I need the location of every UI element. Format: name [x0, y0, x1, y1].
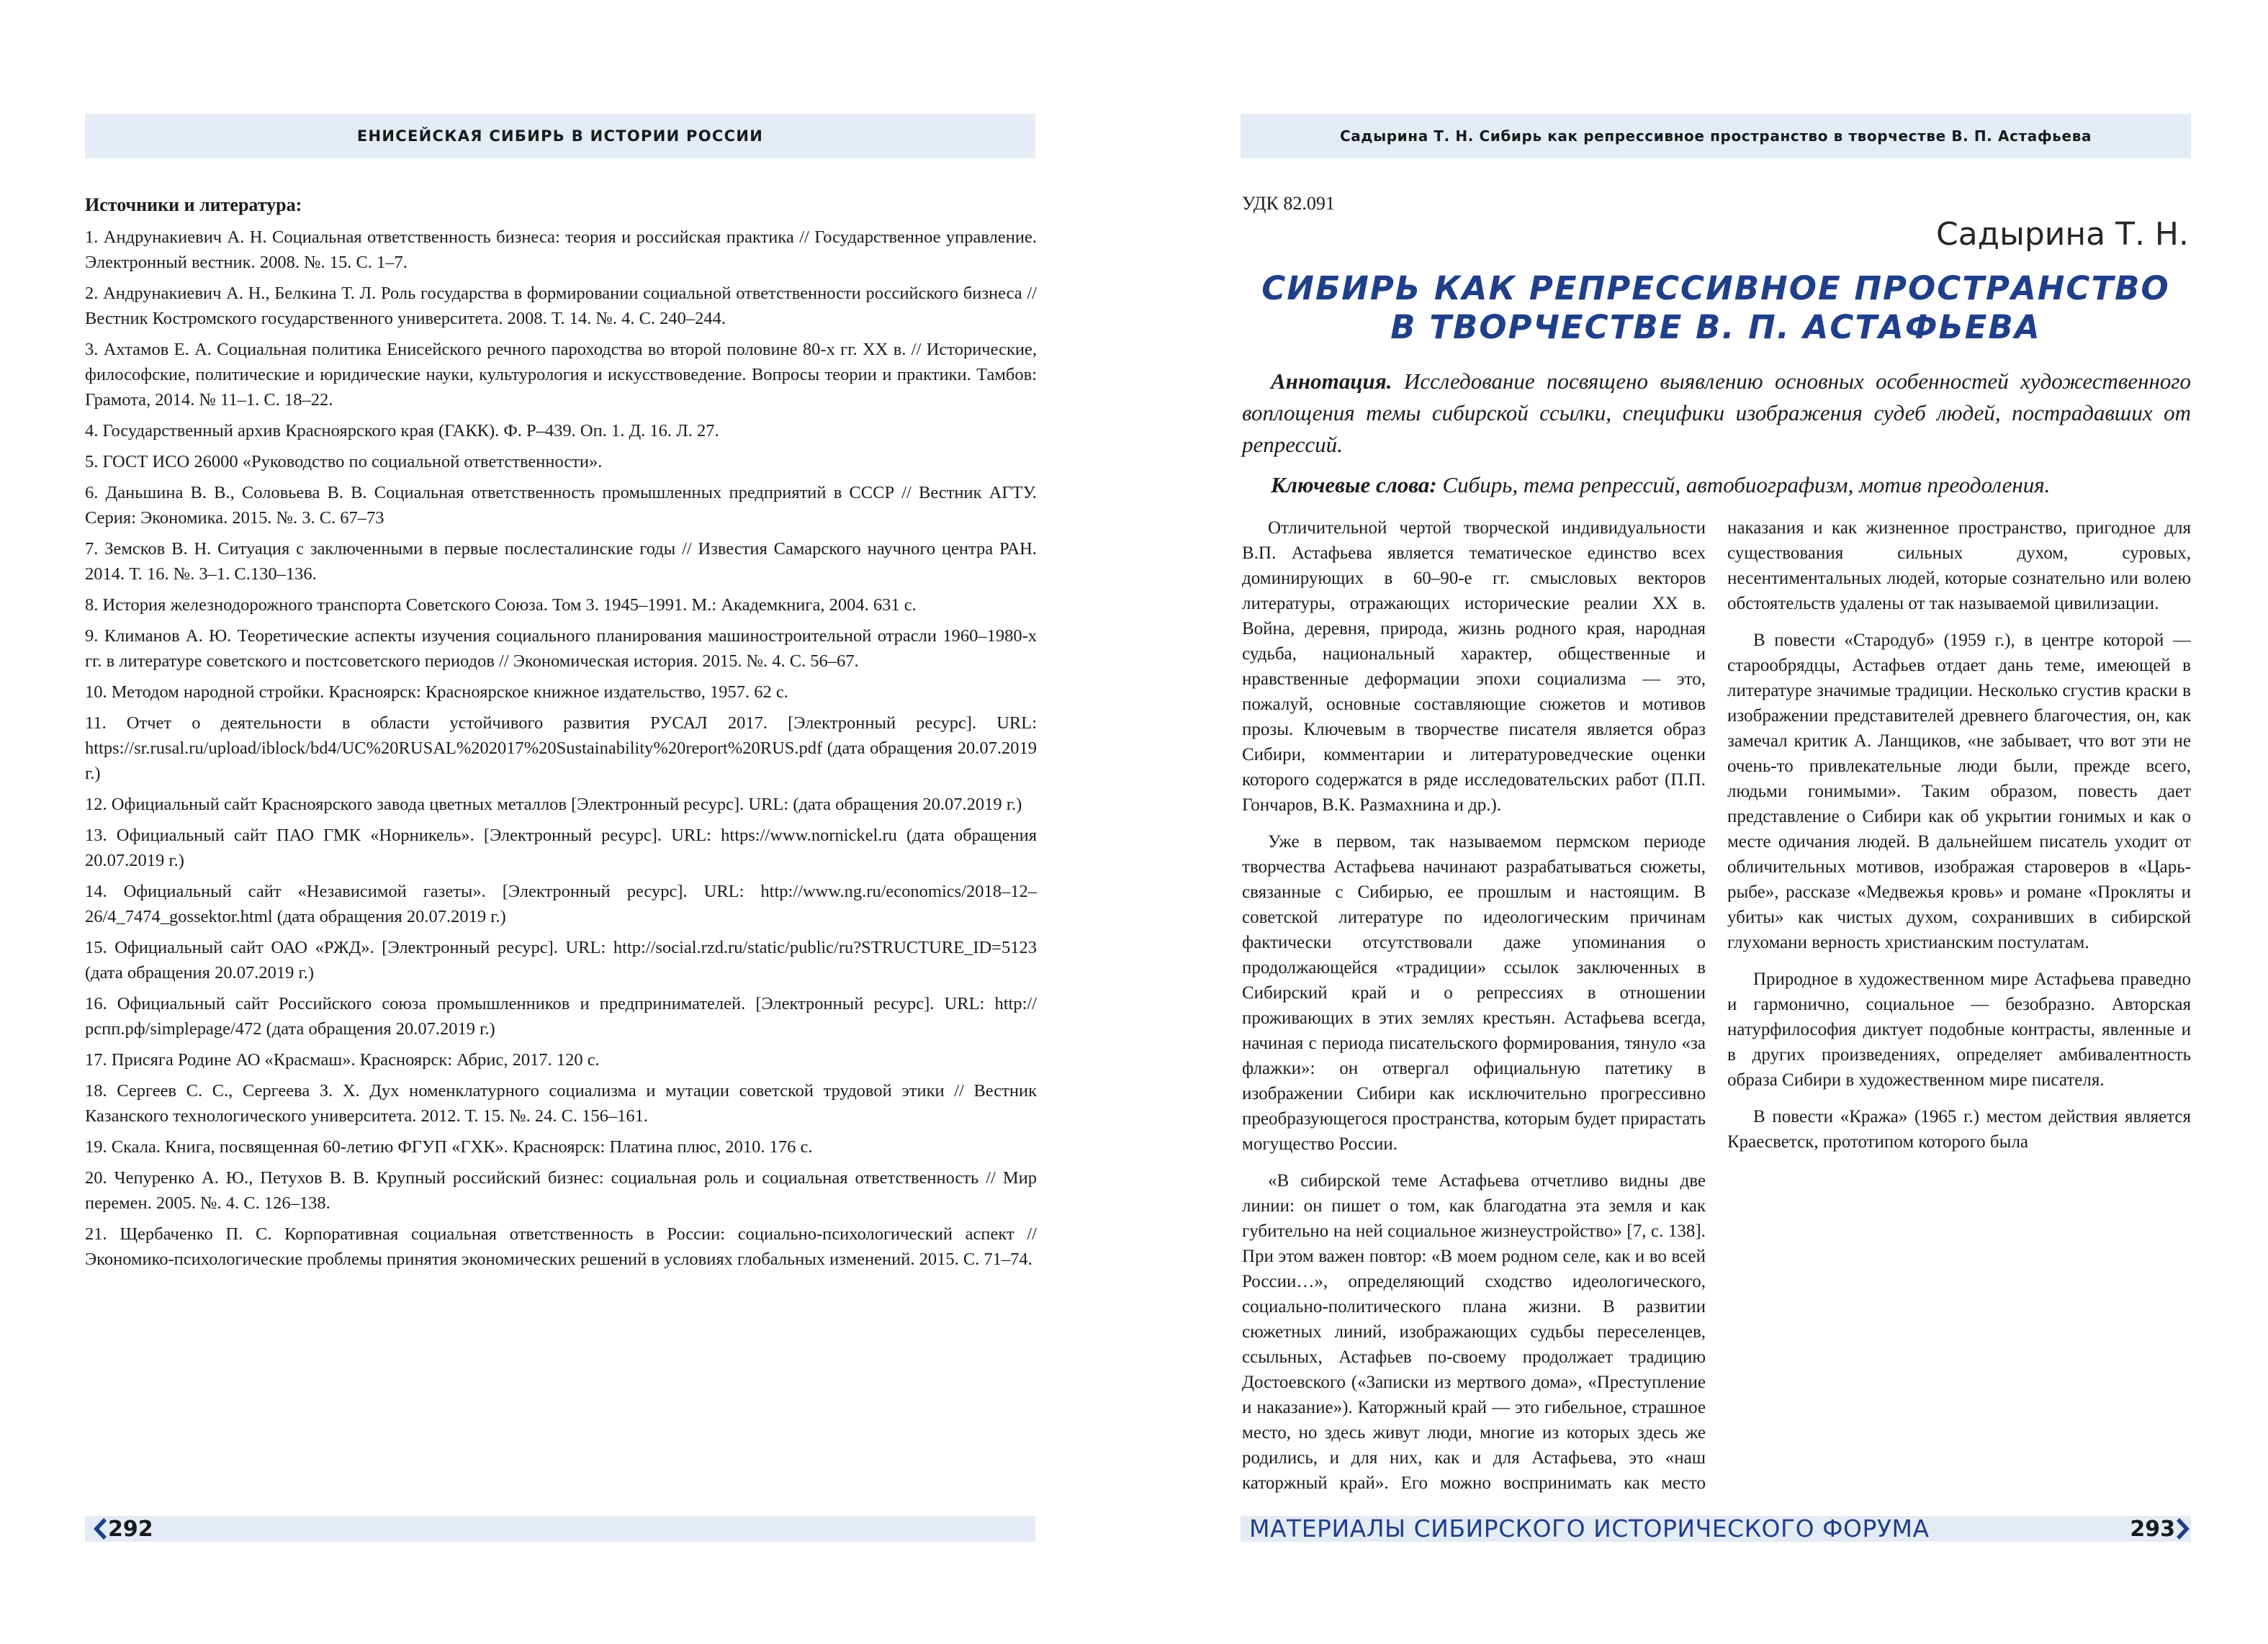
udk-code: УДК 82.091 [1242, 193, 1335, 214]
reference-item: 14. Официальный сайт «Независимой газеты». [Электронный ресурс]. URL: http://www.ng.ru/economics/2018–12–26/4_7474_gossektor.html (дата обращения 20.07.2019 г.) [85, 882, 1037, 926]
abstract-text: Исследование посвящено выявлению основных особенностей художественного воплощения темы сибирской ссылки, специфики изображения судеб людей, пострадавших от репрессий. [1242, 369, 2191, 457]
left-page-number-text: 292 [108, 1516, 153, 1542]
reference-item: 13. Официальный сайт ПАО ГМК «Норникель». [Электронный ресурс]. URL: https://www.nornickel.ru (дата обращения 20.07.2019 г.) [85, 826, 1037, 870]
body-paragraph: Отличительной чертой творческой индивидуальности В.П. Астафьева является тематическое единство всех доминирующих в 60–90-е гг. смысловых векторов литературы, отражающих исторические реалии XX в. Война, деревня, природа, жизнь родного края, народная судьба, национальный характер, общественные и нравственные деформации эпохи социализма — это, пожалуй, основные составляющие сюжетов и мотивов прозы. Ключевым в творчестве писателя является образ Сибири, комментарии и литературоведческие оценки которого содержатся в ряде исследовательских работ (П.П. Гончаров, В.К. Размахнина и др.). [1242, 518, 1706, 815]
left-page-number [89, 1514, 153, 1543]
article-abstract [1242, 366, 2191, 461]
article-title [1241, 269, 2191, 347]
reference-item: 4. Государственный архив Красноярского края (ГАКК). Ф. Р–439. Оп. 1. Д. 16. Л. 27. [85, 421, 719, 441]
reference-item: 9. Климанов А. Ю. Теоретические аспекты изучения социального планирования машиностроительной отрасли 1960–1980-х гг. в литературе советского и постсоветского периодов // Экономическая история. 2015. №. 4. С. 56–67. [85, 626, 1037, 671]
references-list [85, 225, 1037, 1272]
abstract-label: Аннотация. [1271, 369, 1392, 394]
body-paragraph: В повести «Кража» (1965 г.) местом действия является Краесветск, прототипом которого была [1727, 1107, 2191, 1152]
article-keywords [1242, 469, 2191, 501]
chevron-left-icon [89, 1517, 108, 1541]
reference-item: 10. Методом народной стройки. Красноярск: Красноярское книжное издательство, 1957. 62 с. [85, 682, 788, 702]
chevron-right-icon [2175, 1517, 2194, 1541]
references-heading: Источники и литература: [85, 194, 302, 215]
body-paragraph: Уже в первом, так называемом пермском периоде творчества Астафьева начинают разрабатываться сюжеты, связанные с Сибирью, ее прошлым и настоящим. В советской литературе по идеологическим причинам фактически отсутствовали даже упоминания о продолжающейся «традиции» ссылок заключенных в Сибирский край и о репрессиях в отношении проживающих в этих землях крестьян. Астафьева всегда, начиная с периода писательского формирования, тянуло «за флажки»: он отвергал официальную патетику в изображении Сибири как исключительно прогрессивно преобразующегося пространства, которым будет прирастать могущество России. [1242, 832, 1706, 1154]
reference-item: 19. Скала. Книга, посвященная 60-летию ФГУП «ГХК». Красноярск: Платина плюс, 2010. 176 с. [85, 1137, 813, 1157]
reference-item: 8. История железнодорожного транспорта Советского Союза. Том 3. 1945–1991. М.: Академкнига, 2004. 631 с. [85, 595, 917, 615]
right-page-number [2130, 1514, 2194, 1543]
references-section [85, 194, 1037, 1278]
left-footer-bar [85, 1516, 1035, 1542]
body-paragraph: «В сибирской теме Астафьева отчетливо видны две линии: он пишет о том, как благодатна эта земля и как губительно на ней социальное жизнеустройство» [7, с. 138]. При этом важен повтор: «В моем родном селе, как и во всей России…», определяющий сходство идеологического, социально-политического плана жизни. В развитии сюжетных линий, изображающих судьбы переселенцев, ссыльных, Астафьев по-своему продолжает традицию Достоевского («Записки из мертвого дома», «Преступление и наказание»). Каторжный край — это гибельное, страшное место, но здесь живут люди, многие из которых здесь же родились, и для них, как и для Астафьева, это «наш каторжный край». Его можно воспринимать как место наказания и как жизненное пространство, пригодное для существования сильных духом, суровых, несентиментальных людей, которые сознательно или волею обстоятельств удалены от так называемой цивилизации. [1242, 518, 2191, 1493]
article-title-line-1: СИБИРЬ КАК РЕПРЕССИВНОЕ ПРОСТРАНСТВО [1261, 269, 2170, 307]
keywords-label: Ключевые слова: [1271, 472, 1437, 497]
reference-item: 12. Официальный сайт Красноярского завода цветных металлов [Электронный ресурс]. URL: (дата обращения 20.07.2019 г.) [85, 795, 1022, 814]
reference-item: 1. Андрунакиевич А. Н. Социальная ответственность бизнеса: теория и российская практика // Государственное управление. Электронный вестник. 2008. №. 15. С. 1–7. [85, 227, 1037, 272]
article-author: Садырина Т. Н. [1935, 216, 2189, 253]
reference-item: 16. Официальный сайт Российского союза промышленников и предпринимателей. [Электронный ресурс]. URL: http://рспп.рф/simplepage/472 (дата обращения 20.07.2019 г.) [85, 994, 1037, 1039]
body-paragraph: В повести «Стародуб» (1959 г.), в центре которой — старообрядцы, Астафьев отдает дань теме, имеющей в литературе значимые традиции. Несколько сгустив краски в изображении представителей древнего благочестия, он, как замечал критик А. Ланщиков, «не забывает, что вот эти не очень-то привлекательные люди были, прежде всего, людьми гонимыми». Таким образом, повесть дает представление о Сибири как об укрытии гонимых и как о месте одичания людей. В дальнейшем писатель уходит от обличительных мотивов, изображая староверов в «Царь-рыбе», рассказе «Медвежья кровь» и романе «Прокляты и убиты» как чистых духом, сохранивших в сибирской глухомани верность христианским постулатам. [1727, 631, 2191, 952]
reference-item: 6. Даньшина В. В., Соловьева В. В. Социальная ответственность промышленных предприятий в СССР // Вестник АГТУ. Серия: Экономика. 2015. №. 3. С. 67–73 [85, 483, 1037, 528]
reference-item: 7. Земсков В. Н. Ситуация с заключенными в первые послесталинские годы // Известия Самарского научного центра РАН. 2014. Т. 16. №. 3–1. С.130–136. [85, 539, 1037, 584]
reference-item: 20. Чепуренко А. Ю., Петухов В. В. Крупный российский бизнес: социальная роль и социальная ответственность // Мир перемен. 2005. №. 4. С. 126–138. [85, 1168, 1037, 1213]
right-page [1134, 0, 2268, 1644]
right-running-head: Садырина Т. Н. Сибирь как репрессивное пространство в творчестве В. П. Астафьева [1241, 114, 2191, 158]
body-paragraph: Природное в художественном мире Астафьева праведно и гармонично, социальное — безобразно. Авторская натурфилософия диктует подобные контрасты, явленные и в других произведениях, определяет амбивалентность образа Сибири в художественном мире писателя. [1727, 970, 2191, 1090]
reference-item: 15. Официальный сайт ОАО «РЖД». [Электронный ресурс]. URL: http://social.rzd.ru/static/public/ru?STRUCTURE_ID=5123 (дата обращения 20.07.2019 г.) [85, 938, 1037, 983]
article-body [1242, 515, 2191, 1509]
left-running-head: ЕНИСЕЙСКАЯ СИБИРЬ В ИСТОРИИ РОССИИ [85, 114, 1035, 158]
reference-item: 2. Андрунакиевич А. Н., Белкина Т. Л. Роль государства в формировании социальной ответственности российского бизнеса // Вестник Костромского государственного университета. 2008. Т. 14. №. 4. С. 240–244. [85, 284, 1037, 328]
article-title-line-2: В ТВОРЧЕСТВЕ В. П. АСТАФЬЕВА [1390, 308, 2041, 346]
reference-item: 17. Присяга Родине АО «Красмаш». Красноярск: Абрис, 2017. 120 с. [85, 1050, 600, 1070]
reference-item: 11. Отчет о деятельности в области устойчивого развития РУСАЛ 2017. [Электронный ресурс]. URL: https://sr.rusal.ru/upload/iblock/bd4/UC%20RUSAL%202017%20Sustainability%20report%20RUS.pdf (дата обращения 20.07.2019 г.) [85, 713, 1037, 783]
keywords-text: Сибирь, тема репрессий, автобиографизм, мотив преодоления. [1436, 472, 2051, 497]
reference-item: 18. Сергеев С. С., Сергеева З. Х. Дух номенклатурного социализма и мутации советской трудовой этики // Вестник Казанского технологического университета. 2012. Т. 15. №. 24. С. 156–161. [85, 1081, 1037, 1126]
right-page-number-text: 293 [2130, 1516, 2175, 1542]
reference-item: 21. Щербаченко П. С. Корпоративная социальная ответственность в России: социально-психологический аспект // Экономико-психологические проблемы принятия экономических решений в условиях глобальных изменений. 2015. С. 71–74. [85, 1224, 1037, 1269]
reference-item: 3. Ахтамов Е. А. Социальная политика Енисейского речного пароходства во второй половине 80-х гг. XX в. // Исторические, философские, политические и юридические науки, культурология и искусствоведение. Вопросы теории и практики. Тамбов: Грамота, 2014. № 11–1. С. 18–22. [85, 340, 1037, 410]
footer-journal-name: МАТЕРИАЛЫ СИБИРСКОГО ИСТОРИЧЕСКОГО ФОРУМА [1249, 1514, 1930, 1543]
reference-item: 5. ГОСТ ИСО 26000 «Руководство по социальной ответственности». [85, 452, 603, 471]
